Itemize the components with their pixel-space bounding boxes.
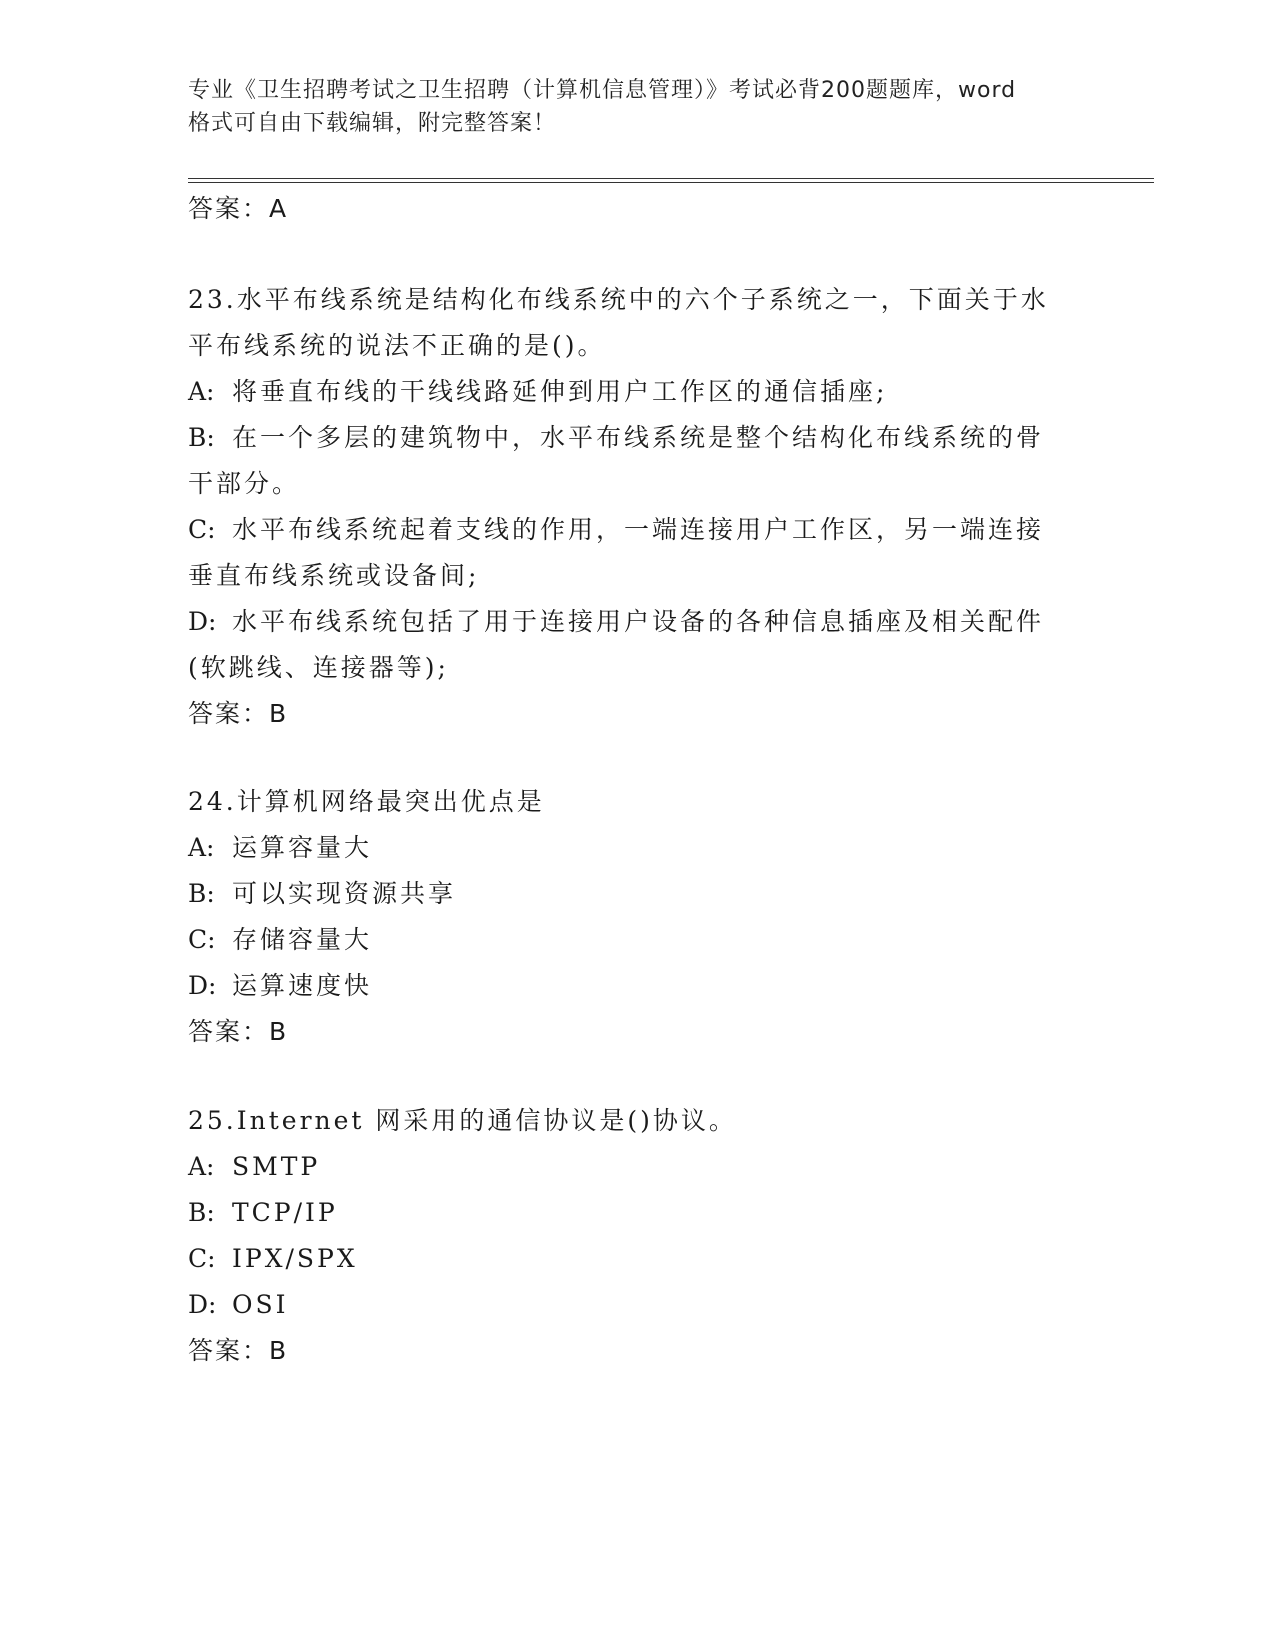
option-prefix: C: <box>188 1244 216 1273</box>
option-d-continued: (软跳线、连接器等); <box>188 653 449 682</box>
option-text: IPX/SPX <box>232 1244 358 1273</box>
option-c <box>188 507 1078 553</box>
answer-label: 答案：B <box>188 1017 289 1046</box>
option-text: 在一个多层的建筑物中，水平布线系统是整个结构化布线系统的骨 <box>232 423 1045 452</box>
option-prefix: D: <box>188 1290 217 1319</box>
option-prefix: C: <box>188 515 216 544</box>
option-a <box>188 825 1078 871</box>
question-stem-line: 平布线系统的说法不正确的是()。 <box>188 331 606 360</box>
option-text: SMTP <box>232 1152 321 1181</box>
option-c <box>188 1236 1078 1282</box>
option-prefix: B: <box>188 423 215 452</box>
option-prefix: A: <box>188 1152 215 1181</box>
option-b <box>188 1190 1078 1236</box>
option-a <box>188 369 1078 415</box>
question-23 <box>188 277 1078 737</box>
option-b-continued: 干部分。 <box>188 469 301 498</box>
option-text: 将垂直布线的干线线路延伸到用户工作区的通信插座; <box>232 377 888 406</box>
option-c-continued: 垂直布线系统或设备间; <box>188 561 480 590</box>
option-text: 水平布线系统起着支线的作用，一端连接用户工作区，另一端连接 <box>232 515 1045 544</box>
option-prefix: D: <box>188 971 217 1000</box>
option-text: 运算速度快 <box>232 971 373 1000</box>
option-prefix: B: <box>188 1198 215 1227</box>
option-prefix: A: <box>188 833 215 862</box>
option-prefix: C: <box>188 925 216 954</box>
previous-answer-block <box>188 186 1078 232</box>
option-prefix: D: <box>188 607 217 636</box>
question-24 <box>188 779 1078 1055</box>
document-header <box>188 74 1118 140</box>
header-line-1: 专业《卫生招聘考试之卫生招聘（计算机信息管理）》考试必背200题题库，word <box>188 78 1017 103</box>
option-a <box>188 1144 1078 1190</box>
option-d <box>188 963 1078 1009</box>
question-stem-line: 24.计算机网络最突出优点是 <box>188 787 545 816</box>
option-prefix: B: <box>188 879 215 908</box>
option-text: 可以实现资源共享 <box>232 879 457 908</box>
option-c <box>188 917 1078 963</box>
answer-label: 答案：A <box>188 194 289 223</box>
header-divider <box>188 178 1154 183</box>
option-text: OSI <box>232 1290 289 1319</box>
option-b <box>188 871 1078 917</box>
option-text: 水平布线系统包括了用于连接用户设备的各种信息插座及相关配件 <box>232 607 1045 636</box>
question-stem-line: 25.Internet 网采用的通信协议是()协议。 <box>188 1106 737 1135</box>
answer-label: 答案：B <box>188 1336 289 1365</box>
option-b <box>188 415 1078 461</box>
option-text: 运算容量大 <box>232 833 373 862</box>
question-25 <box>188 1098 1078 1374</box>
option-d <box>188 1282 1078 1328</box>
option-text: 存储容量大 <box>232 925 373 954</box>
header-line-2: 格式可自由下载编辑，附完整答案！ <box>188 111 557 136</box>
option-text: TCP/IP <box>232 1198 338 1227</box>
answer-label: 答案：B <box>188 699 289 728</box>
option-prefix: A: <box>188 377 215 406</box>
option-d <box>188 599 1078 645</box>
question-stem-line: 23.水平布线系统是结构化布线系统中的六个子系统之一，下面关于水 <box>188 285 1049 314</box>
